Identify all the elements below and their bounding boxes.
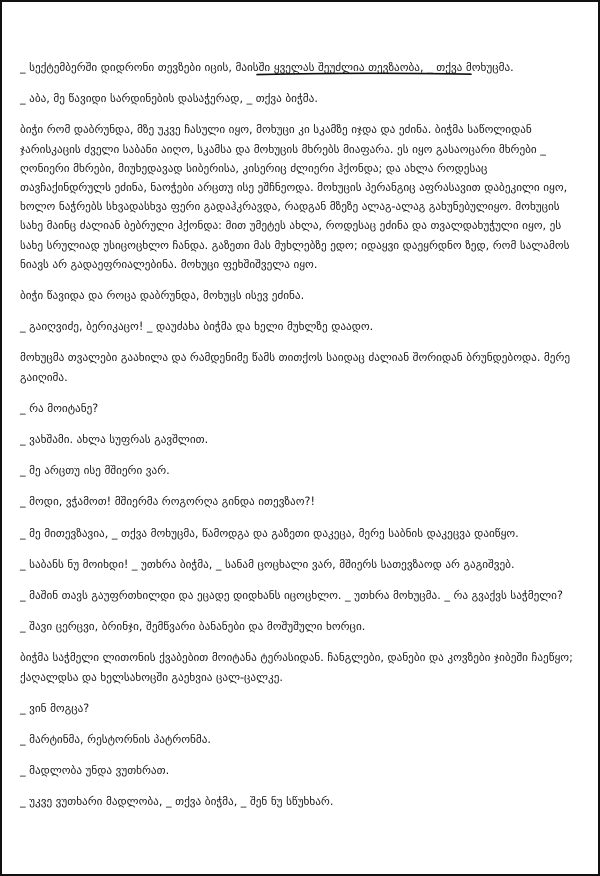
paragraph: _ შავი ცერცვი, ბრინჯი, შემწვარი ბანანები და მოშუშული ხორცი. — [20, 620, 366, 634]
paragraph: _ ვახშამი. ახლა სუფრას გავშლით. — [20, 433, 209, 447]
paragraph: ბიჭი რომ დაბრუნდა, მზე უკვე ჩასული იყო, მოხუცი კი სკამზე იჯდა და ეძინა. ბიჭმა საწოლიდან ჯარისკაცის ძველი საბანი აიღო, სკამსა და მოხუცის მხრებს მიაფარა. ეს იყო გასაოცარი მხრები _ ღონიერი მხრები, მიუხედავად სიბერისა, კისერიც ძლიერი ჰქონდა; და ახლა როდესაც თავჩაქინდრულს ეძინა, ნაოჭები არცთუ ისე ეშჩნეოდა. მოხუცის პერანგიც აფრასავით დაბეკილი იყო, ხოლო ნაჭრებს სხვადასხვა ფერი გადაჰკრავდა, რადგან მზეზე ალაგ-ალაგ გახუნებულიყო. მოხუცის სახე მაინც ძალიან ბებრული ჰქონდა: მით უმეტეს ახლა, როდესაც ეძინა და თვალდახუჭული იყო, ეს სახე სრულიად უსიცოცხლო ჩანდა. გაზეთი მას მუხლებზე ედო; იდაყვი დაეყრდნო ზედ, რომ სალამოს ნიავს არ გადაეფრიალებინა. მოხუცი ფეხშიშველა იყო. — [20, 123, 570, 271]
paragraph: _ გაიღვიძე, ბერიკაცო! _ დაუძახა ბიჭმა და ხელი მუხლზე დაადო. — [20, 320, 374, 334]
paragraph: მოხუცმა თვალები გაახილა და რამდენიმე წამს თითქოს საიდაც ძალიან შორიდან ბრუნდებოდა. მერე გაიღიმა. — [20, 351, 571, 384]
paragraph: _ სექტემბერში დიდრონი თევზები იცის, მაისში ყველას შეუძლია თევზაობა, _ თქვა მოხუცმა. — [20, 61, 514, 74]
document-body — [20, 58, 576, 824]
paragraph: _ მარტინმა, რესტორნის პატრონმა. — [20, 733, 211, 747]
paragraph: ბიჭმა საჭმელი ლითონის ქვაბებით მოიტანა ტერასიდან. ჩანგლები, დანები და კოვზები ჯიბეში ჩაეწყო; ქაღალდსა და ხელსახოცში გაეხვია ცალ-ცალკე. — [20, 651, 573, 684]
paragraph: _ საბანს ნუ მოიხდი! _ უთხრა ბიჭმა, _ სანამ ცოცხალი ვარ, მშიერს სათევზაოდ არ გაგიშვებ. — [20, 557, 515, 571]
paragraph: _ რა მოიტანე? — [20, 401, 99, 415]
paragraph: _ მე არცთუ ისე მშიერი ვარ. — [20, 464, 170, 478]
paragraph: _ აბა, მე წავიდი სარდინების დასაჭერად, _ თქვა ბიჭმა. — [20, 92, 318, 106]
paragraph: _ მაშინ თავს გაუფრთხილდი და ეცადე დიდხანს იცოცხლო. _ უთხრა მოხუცმა. _ რა გვაქვს საჭმელი? — [20, 589, 563, 603]
paragraph: _ მოდი, ვჭამოთ! მშიერმა როგორღა გინდა ითევზაო?! — [20, 495, 315, 509]
paragraph: _ მე მითევზავია, _ თქვა მოხუცმა, წამოდგა და გაზეთი დაკეცა, მერე საბნის დაკეცვა დაიწყო. — [20, 526, 519, 540]
paragraph: _ უკვე ვუთხარი მადლობა, _ თქვა ბიჭმა, _ შენ ნუ სწუხხარ. — [20, 795, 334, 809]
paragraph: ბიჭი წავიდა და როცა დაბრუნდა, მოხუცს ისევ ეძინა. — [20, 289, 305, 303]
paragraph: _ მადლობა უნდა ვუთხრათ. — [20, 764, 170, 778]
paragraph: _ ვინ მოგცა? — [20, 701, 90, 715]
